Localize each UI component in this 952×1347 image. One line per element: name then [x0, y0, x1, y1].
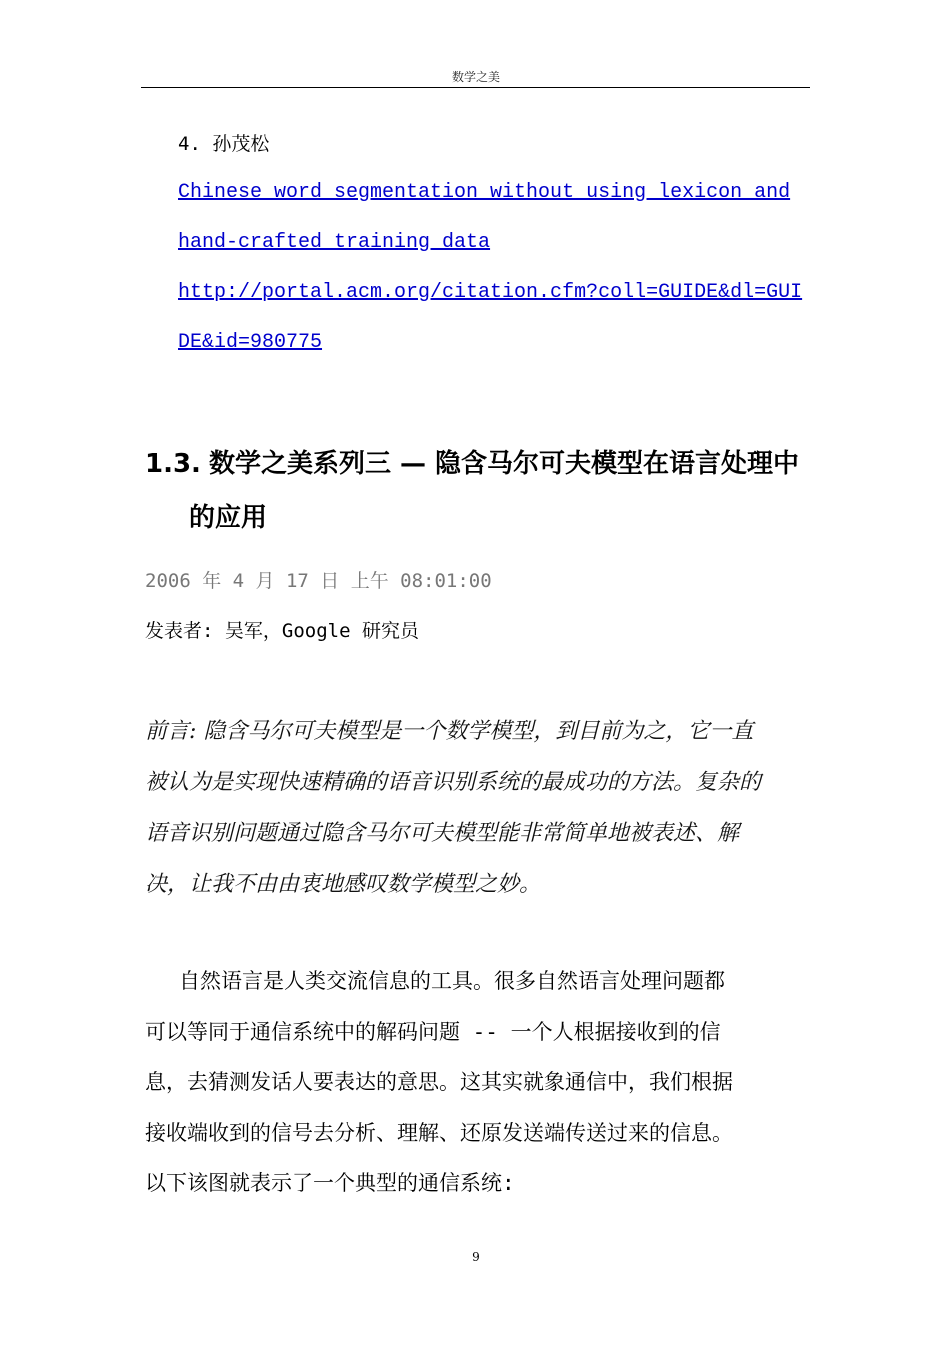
preface-line: 被认为是实现快速精确的语音识别系统的最成功的方法。复杂的 — [145, 770, 762, 795]
page-number: 9 — [472, 1250, 480, 1264]
header-rule — [141, 87, 810, 88]
preface-paragraph — [145, 706, 815, 910]
preface-line: 决，让我不由由衷地感叹数学模型之妙。 — [145, 872, 542, 897]
body-line: 自然语言是人类交流信息的工具。很多自然语言处理问题都 — [179, 969, 725, 993]
body-line: 可以等同于通信系统中的解码问题 -- 一个人根据接收到的信 — [145, 1019, 721, 1044]
post-author: 发表者: 吴军，Google 研究员 — [145, 620, 419, 642]
section-title-line-2: 的应用 — [189, 503, 268, 533]
reference-url-link-line-1[interactable]: http://portal.acm.org/citation.cfm?coll=GUIDE&dl=GUI — [178, 281, 803, 304]
reference-entry — [178, 120, 818, 368]
section-title-line-1: 数学之美系列三 — 隐含马尔可夫模型在语言处理中 — [208, 449, 800, 479]
post-date: 2006 年 4 月 17 日 上午 08:01:00 — [145, 570, 492, 592]
preface-line: 前言: 隐含马尔可夫模型是一个数学模型，到目前为之，它一直 — [145, 719, 754, 744]
body-line: 息，去猜测发话人要表达的意思。这其实就象通信中，我们根据 — [145, 1070, 733, 1094]
reference-title-link-line-1[interactable]: Chinese word segmentation without using lexicon and — [178, 181, 791, 204]
body-line: 以下该图就表示了一个典型的通信系统: — [145, 1171, 515, 1195]
preface-line: 语音识别问题通过隐含马尔可夫模型能非常简单地被表述、解 — [145, 821, 740, 846]
running-header: 数学之美 — [451, 70, 500, 84]
body-paragraph — [145, 956, 815, 1209]
section-heading — [145, 437, 825, 545]
reference-number-author: 4. 孙茂松 — [178, 133, 270, 155]
body-line: 接收端收到的信号去分析、理解、还原发送端传送过来的信息。 — [145, 1120, 733, 1145]
reference-title-link-line-2[interactable]: hand-crafted training data — [178, 231, 491, 254]
reference-url-link-line-2[interactable]: DE&id=980775 — [178, 331, 323, 354]
section-number: 1.3. — [145, 449, 201, 479]
